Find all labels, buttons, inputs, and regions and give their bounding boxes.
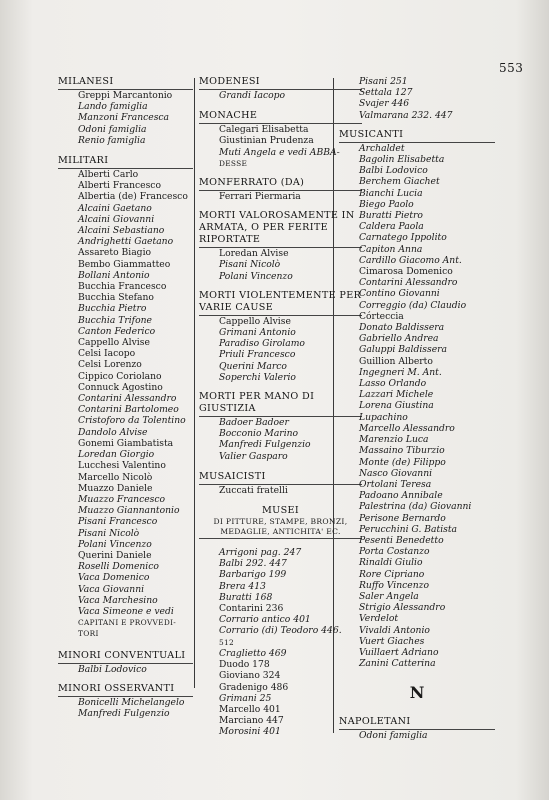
index-entry: Bucchia Pietro — [78, 303, 147, 315]
index-entry: Dandolo Alvise — [78, 426, 148, 438]
index-entry: Settala 127 — [359, 87, 413, 99]
index-column-2 — [199, 76, 362, 738]
index-entry: Gonemi Giambatista — [78, 437, 174, 449]
index-entry: Biego Paolo — [359, 198, 414, 210]
index-entry: Loredan Alvise — [219, 248, 289, 260]
index-entry: Muazzo Francesco — [78, 493, 166, 505]
index-entry: Vaca Domenico — [78, 572, 150, 584]
index-entry: Marenzio Luca — [359, 434, 429, 446]
index-entry: Giustinian Prudenza — [219, 135, 314, 147]
index-entry: Massaino Tiburzio — [359, 445, 445, 457]
index-entry: Lupachino — [359, 411, 408, 423]
index-entry: Paradiso Girolamo — [219, 338, 305, 350]
index-entry: Perucchini G. Batista — [359, 523, 458, 535]
index-entry: Lazzari Michele — [359, 389, 434, 401]
index-entry: Balbi Lodovico — [359, 165, 428, 177]
index-entry: Padoano Annibale — [359, 490, 443, 502]
index-entry: Canton Federico — [78, 325, 156, 337]
index-entry: Lasso Orlando — [359, 378, 427, 390]
column-divider — [194, 78, 195, 688]
index-entry: Andrighetti Gaetano — [78, 236, 174, 248]
index-entry: Marcello Alessandro — [359, 422, 455, 434]
section-heading: NAPOLETANI — [339, 716, 411, 728]
section-heading: MILANESI — [58, 76, 114, 87]
index-entry: Bucchia Trifone — [78, 314, 152, 326]
section-heading: MONFERRATO (DA) — [199, 177, 305, 189]
index-entry: Ferrari Piermaria — [219, 191, 301, 203]
index-entry: Albertia (de) Francesco — [78, 191, 188, 203]
index-entry: Correggio (da) Claudio — [359, 299, 467, 311]
index-entry: Monte (de) Filippo — [359, 456, 446, 468]
index-entry: Querini Marco — [219, 360, 287, 372]
index-entry: Vaca Marchesino — [78, 594, 158, 606]
index-entry: Calegari Elisabetta — [219, 124, 309, 136]
index-entry: Marcello Nicolò — [78, 471, 153, 483]
index-entry: Cippico Coriolano — [78, 370, 162, 382]
index-entry: Donato Baldissera — [359, 322, 445, 334]
index-entry: Verdelot — [359, 613, 399, 625]
index-entry: Celsi Lorenzo — [78, 359, 142, 371]
index-entry: Craglietto 469 — [219, 647, 287, 659]
index-entry: Celsi Iacopo — [78, 348, 136, 360]
index-entry: Corrario (di) Teodoro 446. — [219, 625, 342, 637]
index-section — [58, 155, 193, 640]
index-section — [199, 110, 362, 169]
index-entry: Contarini Bartolomeo — [78, 404, 179, 416]
index-entry: Cappello Alvise — [78, 337, 150, 349]
index-entry: Lando famiglia — [78, 101, 148, 113]
index-entry: Galuppi Baldissera — [359, 344, 448, 356]
index-entry: Saler Angela — [359, 590, 419, 602]
index-entry: Gabriello Andrea — [359, 333, 439, 345]
index-entry: Vuillaert Adriano — [359, 646, 439, 658]
index-section — [199, 76, 362, 101]
index-entry: Vaca Simeone e vedi — [78, 605, 174, 617]
index-entry: Manzoni Francesca — [78, 112, 170, 124]
index-entry: Connuck Agostino — [78, 381, 163, 393]
index-entry: Balbi 292. 447 — [219, 558, 287, 570]
index-column-3 — [339, 76, 495, 742]
index-section — [339, 129, 495, 670]
index-section — [199, 177, 362, 202]
index-entry: Strigio Alessandro — [359, 602, 446, 614]
index-section — [199, 471, 362, 496]
index-entry: Contarini 236 — [219, 603, 284, 615]
section-heading: MONACHE — [199, 110, 258, 122]
index-entry: Ruffo Vincenzo — [359, 579, 429, 591]
index-entry: Cappello Alvise — [219, 315, 291, 327]
index-entry: Perisone Bernardo — [359, 512, 446, 524]
index-entry: Muti Angela e vedi ABBA- — [219, 146, 340, 158]
section-heading: MINORI OSSERVANTI — [58, 682, 175, 694]
index-entry: Lucchesi Valentino — [78, 460, 166, 472]
index-section — [339, 76, 495, 121]
index-column-1 — [58, 76, 193, 719]
index-entry: TORI — [78, 629, 99, 639]
index-entry: Badoer Badoer — [219, 417, 289, 429]
index-entry: Gioviano 324 — [219, 670, 281, 682]
index-entry: Vaca Giovanni — [78, 583, 145, 595]
index-entry: DESSE — [219, 158, 248, 168]
index-entry: Soperchi Valerio — [219, 371, 296, 383]
index-entry: Bollani Antonio — [78, 269, 150, 281]
index-entry: Manfredi Fulgenzio — [78, 707, 170, 719]
index-entry: Odoni famiglia — [359, 730, 428, 742]
index-entry: Caldera Paola — [359, 221, 424, 233]
index-entry: Pisani Nicolò — [219, 259, 281, 271]
index-entry: Alcaini Giovanni — [78, 213, 155, 225]
index-entry: Brera 413 — [219, 580, 266, 592]
index-entry: Cristoforo da Tolentino — [78, 415, 186, 427]
index-entry: Grimani Antonio — [219, 327, 296, 339]
index-section — [199, 505, 362, 737]
index-section — [339, 716, 495, 741]
index-entry: Bucchia Francesco — [78, 281, 167, 293]
index-entry: Greppi Marcantonio — [78, 90, 173, 101]
section-heading: MORTI VIOLENTEMENTE PER VARIE CAUSE — [199, 289, 362, 313]
index-entry: Corrario antico 401 — [219, 614, 311, 626]
index-section — [199, 210, 362, 282]
section-heading: MINORI CONVENTUALI — [58, 649, 186, 661]
index-entry: Buratti Pietro — [359, 210, 423, 222]
index-entry: Odoni famiglia — [78, 123, 147, 135]
index-entry: Arrigoni pag. 247 — [219, 547, 302, 559]
index-entry: Zanini Catterina — [359, 658, 436, 670]
index-entry: Cimarosa Domenico — [359, 266, 453, 278]
index-section — [58, 650, 193, 675]
section-heading: MODENESI — [199, 76, 260, 87]
index-entry: Vivaldi Antonio — [359, 624, 430, 636]
index-entry: Contarini Alessandro — [78, 393, 177, 405]
index-entry: Vuert Giaches — [359, 635, 425, 647]
index-entry: Bonicelli Michelangelo — [78, 696, 185, 708]
index-entry: Grimani 25 — [219, 692, 272, 704]
index-entry: Contarini Alessandro — [359, 277, 458, 289]
index-entry: Alcaini Sebastiano — [78, 225, 165, 237]
index-entry: Ortolani Teresa — [359, 478, 432, 490]
index-entry: Pesenti Benedetto — [359, 534, 444, 546]
index-entry: Bianchi Lucia — [359, 187, 423, 199]
section-heading: MUSICANTI — [339, 128, 404, 140]
section-heading: MUSEI — [261, 505, 300, 517]
index-entry: Polani Vincenzo — [219, 270, 293, 282]
index-entry: Priuli Francesco — [219, 349, 296, 361]
index-entry: Guillion Alberto — [359, 355, 433, 367]
index-entry: Berchem Giachet — [359, 176, 440, 188]
index-entry: Muazzo Daniele — [78, 482, 153, 494]
index-entry: Rinaldi Giulio — [359, 557, 423, 569]
index-entry: Valmarana 232. 447 — [359, 109, 453, 121]
index-entry: Renio famiglia — [78, 134, 146, 146]
index-entry: Valier Gasparo — [219, 450, 288, 462]
index-entry: Bocconio Marino — [219, 428, 299, 440]
index-entry: Alberti Francesco — [78, 180, 161, 192]
page-number: 553 — [499, 61, 524, 75]
index-entry: Polani Vincenzo — [78, 538, 152, 550]
index-entry: Bagolin Elisabetta — [359, 154, 445, 166]
index-section — [58, 76, 193, 146]
index-entry: Buratti 168 — [219, 591, 273, 603]
index-entry: Nasco Giovanni — [359, 467, 433, 479]
index-entry: Capiton Anna — [359, 243, 423, 255]
section-heading: MUSAICISTI — [199, 470, 266, 482]
index-entry: Duodo 178 — [219, 659, 270, 671]
index-entry: Grandi Iacopo — [219, 90, 286, 101]
section-heading: MORTI VALOROSAMENTE IN ARMATA, O PER FERITE RIPORTATE — [199, 210, 355, 246]
index-entry: Gradenigo 486 — [219, 681, 289, 693]
index-entry: Palestrina (da) Giovanni — [359, 501, 472, 513]
index-entry: Zuccati fratelli — [219, 484, 288, 496]
index-entry: Alcaini Gaetano — [78, 202, 152, 214]
index-entry: Pisani 251 — [359, 76, 408, 87]
index-entry: Porta Costanzo — [359, 546, 430, 558]
index-entry: Contino Giovanni — [359, 288, 440, 300]
index-entry: Archaldet — [359, 142, 405, 154]
index-entry: Rore Cipriano — [359, 568, 425, 580]
section-heading: MILITARI — [58, 155, 109, 167]
index-section — [199, 290, 362, 383]
index-entry: Bembo Giammatteo — [78, 258, 171, 270]
index-entry: CAPITANI E PROVVEDI- — [78, 618, 177, 628]
index-entry: Querini Daniele — [78, 549, 152, 561]
index-entry: Barbarigo 199 — [219, 569, 287, 581]
index-entry: Balbi Lodovico — [78, 663, 147, 675]
index-entry: Carnatego Ippolito — [359, 232, 447, 244]
section-heading: MORTI PER MANO DI GIUSTIZIA — [199, 391, 315, 415]
alphabet-letter-heading: N — [409, 683, 425, 703]
index-entry: Marciano 447 — [219, 715, 284, 727]
index-entry: Morosini 401 — [219, 726, 281, 738]
index-entry: Marcello 401 — [219, 703, 281, 715]
index-entry: Roselli Domenico — [78, 561, 159, 573]
index-entry: Córteccia — [359, 310, 404, 322]
index-entry: Lorena Giustina — [359, 400, 434, 412]
index-entry: Cardillo Giacomo Ant. — [359, 254, 462, 266]
section-subheading: DI PITTURE, STAMPE, BRONZI, MEDAGLIE, ANTICHITA' EC. — [213, 517, 348, 537]
index-entry: 512 — [219, 637, 235, 647]
index-entry: Muazzo Giannantonio — [78, 505, 180, 517]
index-entry: Ingegneri M. Ant. — [359, 366, 442, 378]
index-entry: Pisani Nicolò — [78, 527, 140, 539]
index-entry: Loredan Giorgio — [78, 449, 155, 461]
index-entry: Svajer 446 — [359, 98, 410, 110]
index-entry: Assareto Biagio — [78, 247, 152, 259]
index-entry: Pisani Francesco — [78, 516, 158, 528]
index-entry: Alberti Carlo — [78, 169, 139, 181]
index-section — [199, 391, 362, 462]
index-entry: Bucchia Stefano — [78, 292, 154, 304]
index-section — [339, 683, 495, 702]
index-section — [58, 683, 193, 719]
index-entry: Manfredi Fulgenzio — [219, 439, 311, 451]
